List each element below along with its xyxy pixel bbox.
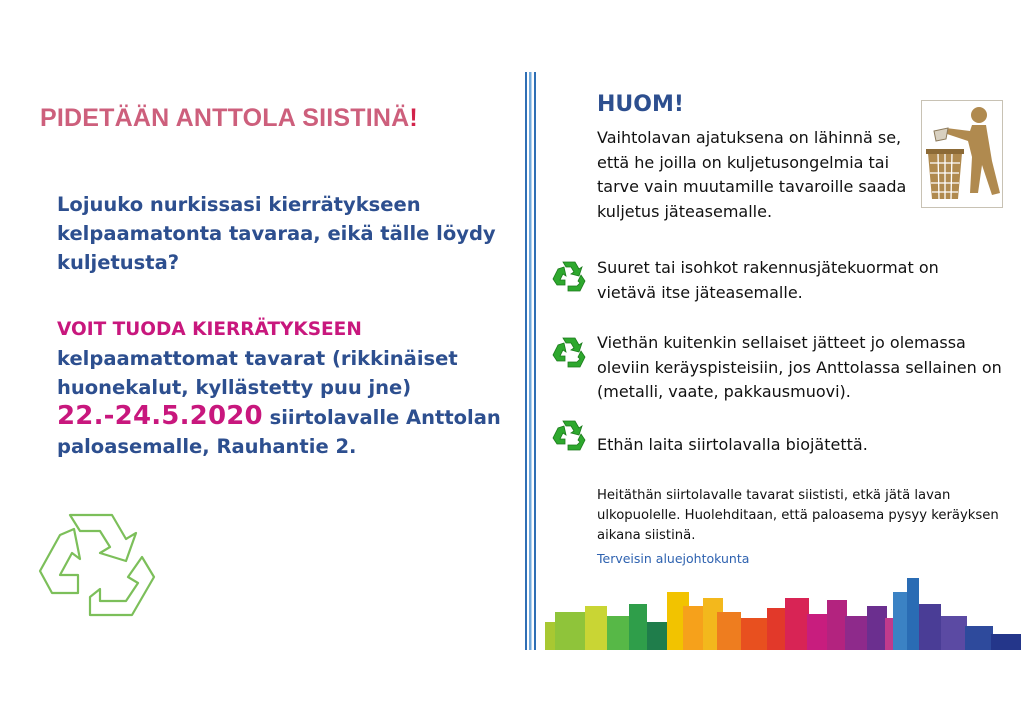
- accepted-items-text: kelpaamattomat tavarat (rikkinäiset huonekalut, kyllästetty puu jne): [57, 347, 458, 399]
- recycle-green-icon: [552, 418, 586, 452]
- title-exclamation: !: [409, 104, 418, 132]
- drop-off-info: [57, 315, 507, 461]
- biowaste-paragraph: Ethän laita siirtolavalla biojätettä.: [597, 435, 868, 454]
- recycle-green-icon: [552, 259, 586, 293]
- purpose-paragraph: Vaihtolavan ajatuksena on lähinnä se, että he joilla on kuljetusongelmia tai tarve vain muutamille tavaroille saada kuljetus jäteasemalle.: [597, 128, 907, 221]
- voit-heading: VOIT TUODA KIERRÄTYKSEEN: [57, 319, 362, 340]
- title-text: PIDETÄÄN ANTTOLA SIISTINÄ: [40, 104, 410, 132]
- poster-title: [40, 104, 418, 133]
- column-divider: [524, 72, 538, 650]
- colorful-skyline-decoration: [545, 578, 1023, 650]
- person-throwing-trash-icon: [921, 100, 1003, 208]
- event-location: siirtolavalle Anttolan paloasemalle, Rauhantie 2.: [57, 406, 501, 458]
- huom-heading: HUOM!: [597, 92, 684, 117]
- tidiness-paragraph: Heitäthän siirtolavalle tavarat siististi, etkä jätä lavan ulkopuolelle. Huolehditaan, että paloasema pysyy keräyksen aikana siistinä.: [597, 488, 999, 543]
- event-date: 22.-24.5.2020: [57, 401, 263, 431]
- construction-waste-paragraph: Suuret tai isohkot rakennusjätekuormat on vietävä itse jäteasemalle.: [597, 258, 939, 302]
- collection-points-paragraph: Viethän kuitenkin sellaiset jätteet jo olemassa oleviin keräyspisteisiin, jos Anttolassa sellainen on (metalli, vaate, pakkausmuovi).: [597, 333, 1002, 401]
- signature: Terveisin aluejohtokunta: [597, 551, 750, 566]
- recycle-green-icon: [552, 335, 586, 369]
- intro-text: Lojuuko nurkissasi kierrätykseen kelpaamatonta tavaraa, eikä tälle löydy kuljetusta?: [57, 193, 496, 274]
- recycle-outline-icon: [30, 505, 160, 627]
